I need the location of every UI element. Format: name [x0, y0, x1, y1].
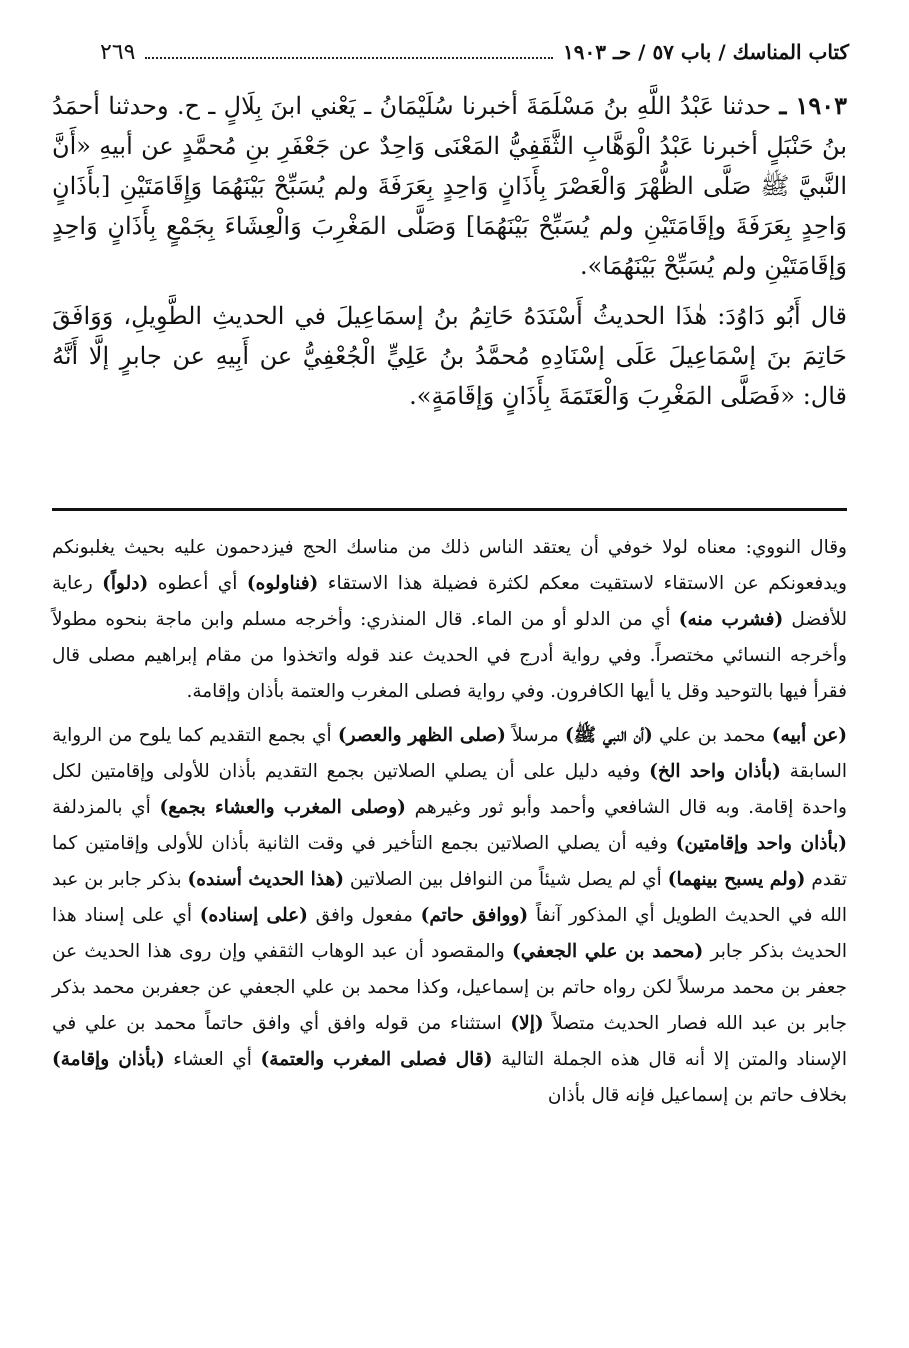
- bold-phrase: (ووافق حاتم): [420, 905, 529, 926]
- page-number: ٢٦٩: [100, 39, 136, 65]
- text-run: أي لم يصل شيئاً من النوافل بين الصلاتين: [344, 869, 668, 890]
- text-run: وفيه أن يصلي الصلاتين بجمع التأخير في وقت الثانية بأذان للأولى وإقامتين كما تقدم: [52, 833, 848, 890]
- text-run: وقال النووي: معناه لولا خوفي أن يعتقد الناس ذلك من مناسك الحج فيزدحمون عليه بحيث يغلبونكم ويدفعونكم عن الاستقاء لاستقيت معكم لكثرة فضيلة هذا الاستقاء: [52, 537, 847, 594]
- running-header: [100, 34, 849, 70]
- hadith-text: [52, 86, 847, 426]
- bold-phrase: (عن أبيه): [771, 725, 848, 746]
- text-run: بخلاف حاتم بن إسماعيل فإنه قال بأذان: [547, 1085, 847, 1106]
- bold-phrase: ١٩٠٣ ـ: [779, 91, 847, 120]
- hadith-paragraph-1: [52, 86, 847, 286]
- commentary-paragraph-2: [52, 718, 847, 1114]
- bold-phrase: (صلى الظهر والعصر): [337, 725, 506, 746]
- text-run: رعاية للأفضل: [52, 573, 847, 630]
- text-run: أي أعطوه: [148, 573, 247, 594]
- text-run: مفعول وافق: [307, 905, 421, 926]
- text-run: محمد بن علي: [652, 725, 772, 746]
- footnote-separator: [52, 508, 847, 511]
- commentary-text: [52, 530, 847, 1122]
- bold-phrase: (بأذان واحد الخ): [649, 761, 781, 782]
- bold-phrase: (بأذان واحد وإقامتين): [675, 833, 847, 854]
- text-run: حدثنا عَبْدُ اللَّهِ بنُ مَسْلَمَةَ أخبرنا سُلَيْمَانُ ـ يَعْني ابنَ بِلَالٍ ـ ح. وحدثنا أحمَدُ بنُ حَنْبَلٍ أخبرنا عَبْدُ الْوَهَّابِ الثَّقَفِيُّ المَعْنَى وَاحِدٌ عن جَعْفَرِ بنِ مُحمَّدٍ عن أبيهِ «أَنَّ النَّبيَّ ﷺ صَلَّى الظُّهْرَ وَالْعَصْرَ بِأَذَانٍ وَاحِدٍ بِعَرَفَةَ ولم يُسَبِّحْ بَيْنَهُمَا وَإِقَامَتَيْنِ [بأَذَانٍ وَاحِدٍ بِعَرَفَةَ وإقَامَتَيْنِ ولم يُسَبِّحْ بَيْنَهُمَا] وَصَلَّى المَغْرِبَ وَالْعِشَاءَ بِجَمْعٍ بِأَذَانٍ وَاحِدٍ وَإقَامَتَيْنِ ولم يُسَبِّحْ بَيْنَهُمَا».: [52, 92, 848, 280]
- text-run: أي العشاء: [164, 1049, 261, 1070]
- bold-phrase: (وصلى المغرب والعشاء بجمع): [159, 797, 406, 818]
- text-run: استثناء من قوله وافق أي وافق حاتماً محمد بن علي في الإسناد والمتن إلا أنه قال هذه الجملة التالية: [52, 1013, 847, 1070]
- bold-phrase: (فناولوه): [246, 573, 319, 594]
- bold-phrase: (هذا الحديث أسنده): [187, 869, 344, 890]
- bold-phrase: (ولم يسبح بينهما): [667, 869, 806, 890]
- text-run: أي بالمزدلفة: [52, 797, 160, 818]
- text-run: والمقصود أن عبد الوهاب الثقفي وإن روى هذا الحديث عن جعفر بن محمد مرسلاً لكن رواه حاتم بن إسماعيل، وكذا محمد بن علي الجعفي عن جعفربن محمد بذكر جابر بن عبد الله فصار الحديث متصلاً: [52, 941, 847, 1034]
- hadith-paragraph-2: [52, 296, 847, 416]
- bold-phrase: (بأذان وإقامة): [52, 1049, 165, 1070]
- text-run: أي بجمع التقديم كما يلوح من الرواية السابقة: [52, 725, 848, 782]
- dotted-leader: [145, 57, 553, 59]
- commentary-paragraph-1: [52, 530, 847, 710]
- text-run: بذكر جابر بن عبد الله في الحديث الطويل أي المذكور آنفاً: [52, 869, 848, 926]
- bold-phrase: (فشرب منه): [678, 609, 784, 630]
- bold-phrase: (على إسناده): [199, 905, 308, 926]
- bold-phrase: (دلواً): [102, 573, 149, 594]
- text-run: أي من الدلو أو من الماء. قال المنذري: وأخرجه مسلم وابن ماجة بنحوه مطولاً وأخرجه النسائي مختصراً. وفي رواية أدرج في الحديث عند قوله واتخذوا من مقام إبراهيم مصلى قال فقرأ فيها بالتوحيد وقل يا أيها الكافرون. وفي رواية فصلى المغرب والعتمة بأذان وإقامة.: [52, 609, 847, 702]
- bold-phrase: (إلا): [510, 1013, 544, 1034]
- running-title: كتاب المناسك / باب ٥٧ / حـ ١٩٠٣: [563, 40, 849, 64]
- bold-phrase: (قال فصلى المغرب والعتمة): [260, 1049, 493, 1070]
- text-run: أي على إسناد هذا الحديث بذكر جابر: [52, 905, 847, 962]
- text-run: وفيه دليل على أن يصلي الصلاتين بجمع التقديم بأذان للأولى وإقامتين لكل واحدة إقامة. وبه قال الشافعي وأحمد وأبو ثور وغيرهم: [52, 761, 847, 818]
- text-run: مرسلاً: [505, 725, 566, 746]
- bold-phrase: (محمد بن علي الجعفي): [511, 941, 704, 962]
- bold-phrase: (أن النبي ﷺ): [565, 725, 653, 746]
- text-run: قال أَبُو دَاوُدَ: هٰذَا الحديثُ أَسْنَدَهُ حَاتِمُ بنُ إسمَاعِيلَ في الحديثِ الطَّوِيلِ، وَوَافَقَ حَاتِمَ بنَ إسْمَاعِيلَ عَلَى إسْنَادِهِ مُحمَّدُ بنُ عَلِيٍّ الْجُعْفِيُّ عن أَبِيهِ عن جابرٍ إلَّا أَنَّهُ قال: «فَصَلَّى المَغْرِبَ وَالْعَتَمَةَ بِأَذَانٍ وَإقَامَةٍ».: [52, 302, 847, 410]
